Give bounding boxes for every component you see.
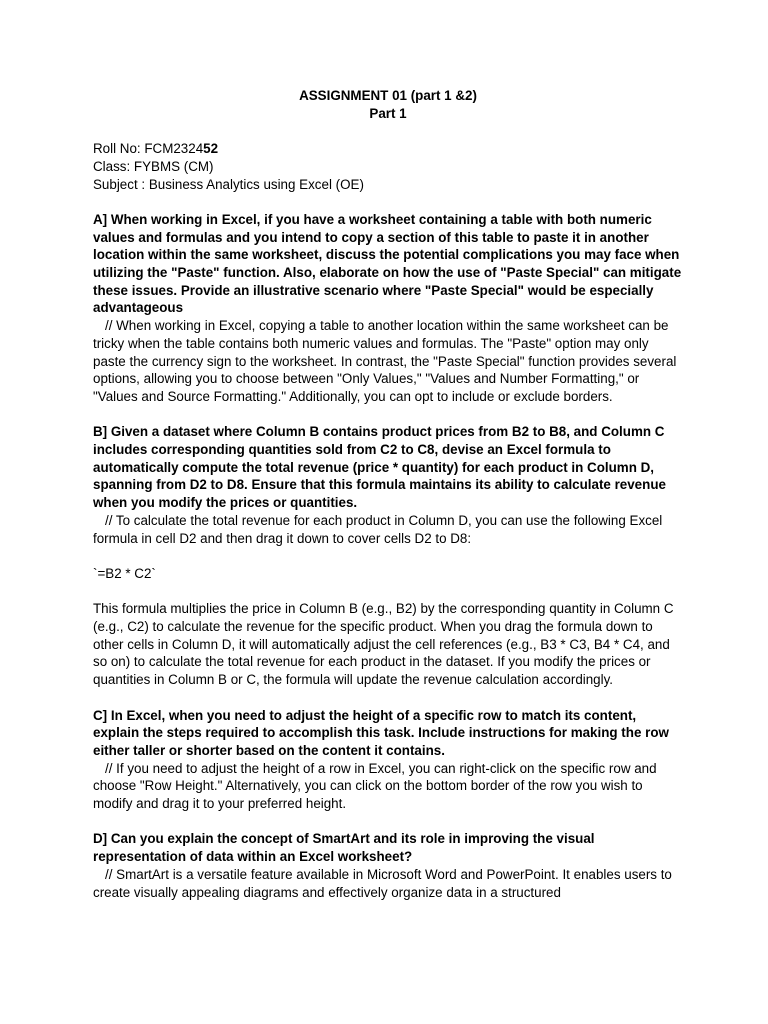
answer-a-text: // When working in Excel, copying a table to another location within the same worksheet can be tricky when the table contains both numeric values and formulas. The "Paste" option may only paste the currency sign to the worksheet. In contrast, the "Paste Special" function provides several options, allowing you to choose between "Only Values," "Values and Number Formatting," or "Values and Source Formatting." Additionally, you can opt to include or exclude borders. <box>93 318 677 404</box>
spacer <box>93 583 683 601</box>
explanation-b: This formula multiplies the price in Column B (e.g., B2) by the corresponding quantity in Column C (e.g., C2) to calculate the revenue for the specific product. When you drag the formula down to other cells in Column D, it will automatically adjust the cell references (e.g., B3 * C3, B4 * C4, and so on) to calculate the total revenue for each product in the dataset. If you modify the prices or quantities in Column B or C, the formula will update the revenue calculation accordingly. <box>93 601 674 688</box>
class-line: Class: FYBMS (CM) <box>93 158 214 174</box>
question-d: D] Can you explain the concept of SmartArt and its role in improving the visual representation of data within an Excel worksheet? <box>93 831 595 865</box>
subject-line: Subject : Business Analytics using Excel (OE) <box>93 176 364 192</box>
document-page <box>93 87 683 901</box>
spacer <box>93 122 683 140</box>
spacer <box>93 689 683 707</box>
formula-b: `=B2 * C2` <box>93 565 156 581</box>
student-meta <box>93 140 683 193</box>
answer-b-text: // To calculate the total revenue for each product in Column D, you can use the following Excel formula in cell D2 and then drag it down to cover cells D2 to D8: <box>93 512 663 546</box>
spacer <box>93 193 683 211</box>
answer-c-text: // If you need to adjust the height of a row in Excel, you can right-click on the specific row and choose "Row Height." Alternatively, you can click on the bottom border of the row you wish to modify and drag it to your preferred height. <box>93 760 657 812</box>
roll-bold-digits: 52 <box>203 141 219 157</box>
document-subtitle: Part 1 <box>369 105 407 121</box>
question-c: C] In Excel, when you need to adjust the height of a specific row to match its content, explain the steps required to accomplish this task. Include instructions for making the row either taller or shorter based on the content it contains. <box>93 707 669 758</box>
answer-d <box>93 866 683 901</box>
spacer <box>93 813 683 831</box>
spacer <box>93 406 683 424</box>
answer-a <box>93 317 683 406</box>
question-b: B] Given a dataset where Column B contains product prices from B2 to B8, and Column C includes corresponding quantities sold from C2 to C8, devise an Excel formula to automatically compute the total revenue (price * quantity) for each product in Column D, spanning from D2 to D8. Ensure that this formula maintains its ability to calculate revenue when you modify the prices or quantities. <box>93 424 666 511</box>
answer-c <box>93 760 683 813</box>
spacer <box>93 547 683 565</box>
answer-d-text: // SmartArt is a versatile feature available in Microsoft Word and PowerPoint. It enables users to create visually appealing diagrams and effectively organize data in a structured <box>93 866 672 900</box>
question-a: A] When working in Excel, if you have a worksheet containing a table with both numeric values and formulas and you intend to copy a section of this table to paste it in another location within the same worksheet, discuss the potential complications you may face when utilizing the "Paste" function. Also, elaborate on how the use of "Paste Special" can mitigate these issues. Provide an illustrative scenario where "Paste Special" would be especially advantageous <box>93 211 682 316</box>
document-title: ASSIGNMENT 01 (part 1 &2) <box>299 88 477 103</box>
answer-b <box>93 512 683 547</box>
roll-label: Roll No: FCM2324 <box>93 141 204 157</box>
roll-number <box>93 140 683 158</box>
